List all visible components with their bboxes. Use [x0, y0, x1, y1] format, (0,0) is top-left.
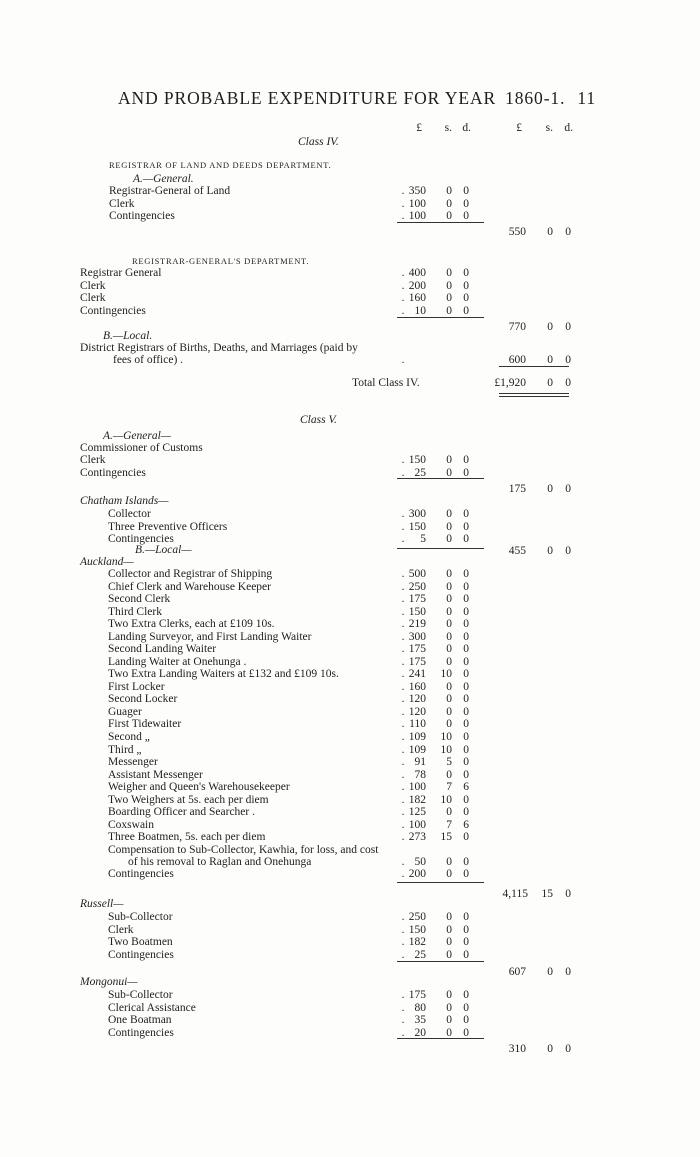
item-label: Contingencies	[108, 1026, 174, 1039]
item-label: Three Boatmen, 5s. each per diem	[108, 831, 266, 844]
compensation-amount-pounds: 50	[414, 856, 426, 868]
item-amount-pounds: 175	[408, 643, 426, 656]
item-label: Contingencies	[108, 533, 174, 545]
item-amount-pence: 0	[463, 605, 469, 618]
department-total-shillings: 0	[547, 226, 553, 238]
item-amount-shillings: 0	[446, 568, 452, 580]
item-amount-pounds: 182	[408, 936, 426, 948]
item-amount-pence: 0	[463, 923, 469, 936]
item-label: Second Locker	[108, 693, 178, 706]
leader-dot: .	[401, 831, 405, 844]
item-amount-pence: 0	[463, 520, 469, 533]
item-amount-shillings: 10	[440, 731, 452, 744]
leader-dot: .	[401, 1001, 405, 1014]
section-total-pence: 0	[565, 1043, 571, 1055]
item-amount-shillings: 10	[440, 793, 452, 806]
leader-dot: .	[401, 680, 405, 693]
item-amount-pounds: 350	[408, 185, 426, 197]
item-label: Chief Clerk and Warehouse Keeper	[108, 580, 271, 593]
item-amount-shillings: 10	[440, 668, 452, 681]
item-amount-shillings: 0	[446, 508, 452, 520]
item-label: First Locker	[108, 680, 165, 693]
item-amount-pence: 0	[463, 668, 469, 681]
item-amount-shillings: 15	[440, 831, 452, 844]
item-amount-pence: 0	[463, 267, 469, 279]
leader-dot: .	[401, 304, 405, 317]
column-head-pence: d.	[462, 122, 471, 134]
section-total-pence: 0	[565, 966, 571, 978]
item-amount-pounds: 182	[408, 793, 426, 806]
leader-dot: .	[401, 292, 405, 304]
section-total-pounds: 175	[508, 483, 526, 495]
leader-dot: .	[401, 856, 405, 868]
item-amount-pounds: 109	[408, 731, 426, 744]
item-amount-pence: 0	[463, 292, 469, 304]
leader-dot: .	[401, 267, 405, 279]
item-amount-pence: 0	[463, 756, 469, 769]
section-total-pence: 0	[565, 888, 571, 900]
leader-dot: .	[401, 948, 405, 961]
item-amount-shillings: 0	[446, 923, 452, 936]
item-label: Clerk	[80, 454, 106, 466]
item-amount-shillings: 7	[446, 818, 452, 831]
item-label: Guager	[108, 705, 142, 718]
item-amount-pence: 6	[463, 781, 469, 794]
item-amount-shillings: 0	[446, 1014, 452, 1026]
item-amount-pence: 0	[463, 731, 469, 744]
leader-dot: .	[401, 533, 405, 545]
item-label: Two Weighers at 5s. each per diem	[108, 793, 269, 806]
item-label: Contingencies	[109, 210, 175, 222]
department-total-pence: 0	[565, 226, 571, 238]
leader-dot: .	[401, 806, 405, 819]
item-amount-shillings: 0	[446, 185, 452, 197]
grand-total-pence: 0	[565, 377, 571, 389]
item-amount-pence: 0	[463, 210, 469, 222]
item-amount-pounds: 109	[408, 743, 426, 756]
subtotal-rule	[397, 317, 484, 318]
item-amount-shillings: 0	[446, 618, 452, 631]
item-label: District Registrars of Births, Deaths, and Marriages (paid by	[80, 342, 358, 354]
leader-dot: .	[401, 818, 405, 831]
item-amount-pounds: 78	[414, 768, 426, 781]
item-amount-shillings: 0	[446, 680, 452, 693]
section-total-shillings: 15	[541, 888, 553, 900]
item-amount-pounds: 100	[408, 818, 426, 831]
item-label: Collector	[108, 508, 151, 520]
leader-dot: .	[401, 354, 405, 366]
item-label: One Boatman	[108, 1014, 172, 1026]
item-amount-shillings: 0	[446, 948, 452, 961]
column-head-pounds: £	[416, 122, 422, 134]
item-amount-shillings: 0	[446, 705, 452, 718]
double-rule	[499, 396, 569, 397]
item-label: Three Preventive Officers	[108, 520, 228, 533]
item-amount-pence: 0	[463, 793, 469, 806]
item-amount-shillings: 0	[446, 911, 452, 923]
item-amount-shillings: 10	[440, 743, 452, 756]
office-label: Commissioner of Customs	[80, 442, 203, 454]
item-label: Clerk	[80, 292, 106, 304]
item-amount-shillings: 0	[446, 454, 452, 466]
page-header	[118, 88, 596, 109]
leader-dot: .	[401, 989, 405, 1001]
item-amount-pounds: 25	[414, 466, 426, 479]
item-amount-pence: 0	[463, 705, 469, 718]
item-amount-pounds: 120	[408, 693, 426, 706]
item-amount-pounds: 20	[414, 1026, 426, 1039]
local-total-pounds: 600	[508, 354, 526, 366]
leader-dot: .	[401, 731, 405, 744]
leader-dot: .	[401, 630, 405, 643]
section-total-pence: 0	[565, 483, 571, 495]
item-amount-pounds: 200	[408, 868, 426, 880]
leader-dot: .	[401, 1026, 405, 1039]
item-amount-pounds: 80	[414, 1001, 426, 1014]
subtotal-rule	[397, 882, 484, 883]
department-total-pence: 0	[565, 321, 571, 333]
item-amount-shillings: 0	[446, 533, 452, 545]
column-head-total-pence: d.	[564, 122, 573, 134]
item-amount-pence: 6	[463, 818, 469, 831]
item-amount-pence: 0	[463, 989, 469, 1001]
column-head-total-pounds: £	[516, 122, 522, 134]
item-amount-pounds: 400	[408, 267, 426, 279]
local-total-pence: 0	[565, 354, 571, 366]
department-total-shillings: 0	[547, 321, 553, 333]
item-amount-shillings: 0	[446, 693, 452, 706]
item-amount-shillings: 0	[446, 643, 452, 656]
item-amount-pounds: 150	[408, 454, 426, 466]
department-heading: REGISTRAR-GENERAL'S DEPARTMENT.	[132, 256, 310, 266]
item-amount-shillings: 0	[446, 466, 452, 479]
item-amount-pence: 0	[463, 279, 469, 292]
item-amount-pounds: 250	[408, 580, 426, 593]
item-amount-pounds: 300	[408, 630, 426, 643]
item-amount-shillings: 0	[446, 197, 452, 210]
item-amount-pence: 0	[463, 655, 469, 668]
item-amount-pounds: 175	[408, 593, 426, 606]
item-amount-pence: 0	[463, 508, 469, 520]
item-amount-pence: 0	[463, 768, 469, 781]
column-head-shillings: s.	[444, 122, 452, 134]
grand-total-shillings: 0	[547, 377, 553, 389]
region-heading: Chatham Islands—	[80, 495, 169, 507]
leader-dot: .	[401, 580, 405, 593]
item-amount-pounds: 219	[408, 618, 426, 631]
item-label: Clerk	[108, 923, 134, 936]
item-label: Second Landing Waiter	[108, 643, 217, 656]
item-amount-pounds: 150	[408, 520, 426, 533]
grand-total-pounds: £1,920	[494, 377, 526, 389]
item-amount-pence: 0	[463, 533, 469, 545]
item-amount-shillings: 0	[446, 936, 452, 948]
leader-dot: .	[401, 197, 405, 210]
item-amount-shillings: 0	[446, 520, 452, 533]
section-total-shillings: 0	[547, 483, 553, 495]
item-amount-pounds: 91	[414, 756, 426, 769]
item-amount-pounds: 250	[408, 911, 426, 923]
item-label: Contingencies	[108, 948, 174, 961]
section-total-pounds: 455	[508, 545, 526, 557]
item-amount-shillings: 0	[446, 304, 452, 317]
item-amount-pence: 0	[463, 911, 469, 923]
item-label: Clerk	[80, 279, 106, 292]
leader-dot: .	[401, 693, 405, 706]
item-label: Two Boatmen	[108, 936, 173, 948]
item-amount-pence: 0	[463, 1001, 469, 1014]
item-amount-pence: 0	[463, 618, 469, 631]
item-amount-shillings: 0	[446, 630, 452, 643]
leader-dot: .	[401, 668, 405, 681]
department-total-pounds: 770	[508, 321, 526, 333]
item-label: Contingencies	[80, 304, 146, 317]
item-label: Clerk	[109, 197, 135, 210]
item-amount-pence: 0	[463, 718, 469, 731]
item-label: Weigher and Queen's Warehousekeeper	[108, 781, 290, 794]
item-amount-pounds: 273	[408, 831, 426, 844]
leader-dot: .	[401, 923, 405, 936]
item-amount-pence: 0	[463, 831, 469, 844]
item-amount-pence: 0	[463, 693, 469, 706]
leader-dot: .	[401, 618, 405, 631]
item-amount-pence: 0	[463, 630, 469, 643]
leader-dot: .	[401, 508, 405, 520]
item-amount-shillings: 0	[446, 806, 452, 819]
item-amount-pounds: 100	[408, 781, 426, 794]
subtotal-rule	[499, 366, 569, 367]
section-total-pounds: 607	[508, 966, 526, 978]
item-amount-shillings: 0	[446, 292, 452, 304]
item-amount-shillings: 0	[446, 279, 452, 292]
leader-dot: .	[401, 605, 405, 618]
item-amount-pounds: 241	[408, 668, 426, 681]
item-amount-pounds: 5	[420, 533, 426, 545]
item-amount-pence: 0	[463, 185, 469, 197]
section-total-shillings: 0	[547, 966, 553, 978]
item-amount-pounds: 200	[408, 279, 426, 292]
item-amount-pence: 0	[463, 743, 469, 756]
leader-dot: .	[401, 520, 405, 533]
item-label: Landing Waiter at Onehunga .	[108, 655, 247, 668]
header-year: 1860-1.	[505, 88, 566, 108]
section-subheading: A.—General—	[103, 430, 172, 442]
leader-dot: .	[401, 655, 405, 668]
leader-dot: .	[401, 643, 405, 656]
subtotal-rule	[397, 222, 484, 223]
item-label: Assistant Messenger	[108, 768, 203, 781]
item-label: Clerical Assistance	[108, 1001, 196, 1014]
compensation-amount-pence: 0	[463, 856, 469, 868]
leader-dot: .	[401, 756, 405, 769]
column-head-total-shillings: s.	[545, 122, 553, 134]
leader-dot: .	[401, 185, 405, 197]
item-amount-shillings: 0	[446, 768, 452, 781]
item-amount-shillings: 5	[446, 756, 452, 769]
item-label: Third „	[108, 743, 142, 756]
subtotal-rule	[397, 961, 484, 962]
leader-dot: .	[401, 466, 405, 479]
item-amount-shillings: 0	[446, 655, 452, 668]
item-label: Messenger	[108, 756, 158, 769]
item-label: Contingencies	[108, 868, 174, 880]
item-amount-shillings: 0	[446, 868, 452, 880]
item-label: Two Extra Landing Waiters at £132 and £109 10s.	[108, 668, 339, 681]
leader-dot: .	[401, 568, 405, 580]
item-label: Third Clerk	[108, 605, 162, 618]
item-amount-pence: 0	[463, 1026, 469, 1039]
item-amount-pounds: 300	[408, 508, 426, 520]
item-amount-pounds: 125	[408, 806, 426, 819]
item-amount-pounds: 160	[408, 292, 426, 304]
item-amount-pounds: 120	[408, 705, 426, 718]
item-label: Second „	[108, 731, 150, 744]
region-heading: Auckland—	[80, 556, 134, 568]
item-amount-shillings: 0	[446, 1026, 452, 1039]
item-amount-pounds: 10	[414, 304, 426, 317]
item-label: First Tidewaiter	[108, 718, 182, 731]
compensation-label: Compensation to Sub-Collector, Kawhia, for loss, and cost	[108, 844, 379, 856]
item-amount-shillings: 0	[446, 580, 452, 593]
item-amount-pounds: 110	[409, 718, 426, 731]
class-heading: Class V.	[300, 414, 337, 426]
section-subheading: B.—Local—	[135, 544, 192, 556]
leader-dot: .	[401, 936, 405, 948]
item-amount-pence: 0	[463, 197, 469, 210]
leader-dot: .	[401, 1014, 405, 1026]
item-amount-pounds: 150	[408, 923, 426, 936]
section-total-pounds: 4,115	[502, 888, 528, 900]
item-amount-pounds: 175	[408, 989, 426, 1001]
section-subheading: B.—Local.	[103, 330, 153, 342]
leader-dot: .	[401, 210, 405, 222]
item-amount-pence: 0	[463, 1014, 469, 1026]
item-label: Collector and Registrar of Shipping	[108, 568, 273, 580]
item-label: Sub-Collector	[108, 911, 173, 923]
leader-dot: .	[401, 705, 405, 718]
leader-dot: .	[401, 454, 405, 466]
item-amount-pounds: 25	[414, 948, 426, 961]
section-total-shillings: 0	[547, 545, 553, 557]
item-label: fees of office) .	[113, 354, 184, 366]
item-amount-pence: 0	[463, 580, 469, 593]
item-amount-shillings: 0	[446, 210, 452, 222]
item-label: Contingencies	[80, 466, 146, 479]
item-label: Coxswain	[108, 818, 154, 831]
leader-dot: .	[401, 793, 405, 806]
item-label: Two Extra Clerks, each at £109 10s.	[108, 618, 275, 631]
item-amount-pence: 0	[463, 454, 469, 466]
region-heading: Russell—	[80, 898, 124, 910]
item-amount-pence: 0	[463, 643, 469, 656]
item-label: Sub-Collector	[108, 989, 173, 1001]
item-amount-pounds: 35	[414, 1014, 426, 1026]
item-amount-shillings: 0	[446, 1001, 452, 1014]
section-subheading: A.—General.	[133, 173, 194, 185]
item-amount-shillings: 0	[446, 593, 452, 606]
subtotal-rule	[397, 478, 484, 479]
item-amount-pence: 0	[463, 948, 469, 961]
item-amount-pence: 0	[463, 466, 469, 479]
leader-dot: .	[401, 911, 405, 923]
item-label: Second Clerk	[108, 593, 171, 606]
item-amount-shillings: 0	[446, 989, 452, 1001]
region-heading: Mongonui—	[80, 976, 138, 988]
leader-dot: .	[401, 718, 405, 731]
item-amount-shillings: 0	[446, 605, 452, 618]
item-amount-shillings: 0	[446, 718, 452, 731]
item-amount-pence: 0	[463, 568, 469, 580]
item-amount-pence: 0	[463, 868, 469, 880]
leader-dot: .	[401, 279, 405, 292]
item-amount-pounds: 100	[408, 197, 426, 210]
item-amount-pounds: 100	[408, 210, 426, 222]
compensation-label: of his removal to Raglan and Onehunga	[128, 856, 312, 868]
item-amount-pence: 0	[463, 593, 469, 606]
section-total-shillings: 0	[547, 1043, 553, 1055]
item-label: Boarding Officer and Searcher .	[108, 806, 255, 819]
grand-total-label: Total Class IV.	[352, 377, 420, 389]
item-amount-shillings: 0	[446, 267, 452, 279]
subtotal-rule	[397, 1038, 484, 1039]
leader-dot: .	[401, 743, 405, 756]
section-total-pence: 0	[565, 545, 571, 557]
item-amount-pounds: 500	[408, 568, 426, 580]
header-page-number: 11	[577, 88, 597, 108]
leader-dot: .	[401, 593, 405, 606]
double-rule	[499, 393, 569, 394]
compensation-amount-shillings: 0	[446, 856, 452, 868]
item-label: Registrar General	[80, 267, 162, 279]
item-amount-pence: 0	[463, 806, 469, 819]
header-title: AND PROBABLE EXPENDITURE FOR YEAR	[118, 88, 497, 108]
department-heading: REGISTRAR OF LAND AND DEEDS DEPARTMENT.	[109, 160, 332, 170]
item-label: Landing Surveyor, and First Landing Waiter	[108, 630, 312, 643]
item-amount-pence: 0	[463, 304, 469, 317]
item-amount-shillings: 7	[446, 781, 452, 794]
item-amount-pence: 0	[463, 680, 469, 693]
item-label: Registrar-General of Land	[109, 185, 231, 197]
department-total-pounds: 550	[508, 226, 526, 238]
leader-dot: .	[401, 868, 405, 880]
leader-dot: .	[401, 781, 405, 794]
item-amount-pounds: 175	[408, 655, 426, 668]
section-total-pounds: 310	[508, 1043, 526, 1055]
item-amount-pounds: 160	[408, 680, 426, 693]
item-amount-pence: 0	[463, 936, 469, 948]
local-total-shillings: 0	[547, 354, 553, 366]
leader-dot: .	[401, 768, 405, 781]
item-amount-pounds: 150	[408, 605, 426, 618]
class-heading: Class IV.	[298, 136, 339, 148]
